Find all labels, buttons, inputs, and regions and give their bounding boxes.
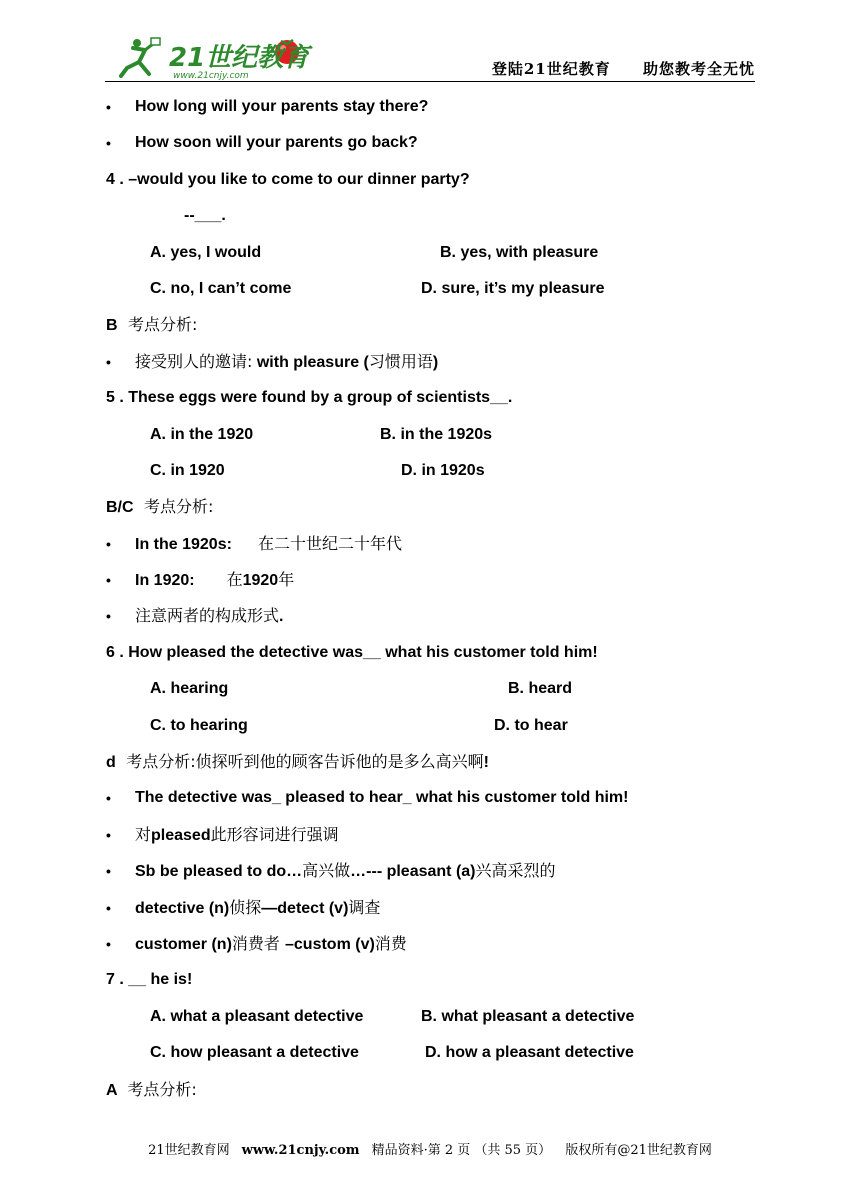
bullet: • xyxy=(106,353,111,370)
bullet: • xyxy=(106,99,111,115)
option-c: C. no, I can’t come xyxy=(150,279,292,297)
option-b: B. what pleasant a detective xyxy=(421,1007,635,1025)
list-item: • detective (n)侦探—detect (v)调查 xyxy=(106,892,766,928)
footer-site-name: 21世纪教育网 xyxy=(148,1143,230,1158)
question-7-options-cd xyxy=(106,1037,766,1073)
option-b: B. in the 1920s xyxy=(380,425,493,443)
option-c: C. in 1920 xyxy=(150,461,225,479)
bullet: • xyxy=(106,935,111,952)
header-divider xyxy=(105,81,755,82)
list-item: • How soon will your parents go back? xyxy=(106,127,766,163)
list-item: • 注意两者的构成形式. xyxy=(106,600,766,636)
option-d: D. how a pleasant detective xyxy=(425,1044,634,1062)
footer-url: www.21cnjy.com xyxy=(241,1143,360,1158)
runner-icon xyxy=(121,38,160,76)
list-item: • Sb be pleased to do…高兴做…--- pleasant (a)兴高采烈的 xyxy=(106,855,766,891)
option-d: D. sure, it’s my pleasure xyxy=(421,279,605,297)
page-header xyxy=(105,28,755,82)
option-a: A. hearing xyxy=(150,680,229,698)
logo-21cnjy xyxy=(115,34,315,80)
option-c: C. how pleasant a detective xyxy=(150,1044,359,1062)
option-a: A. in the 1920 xyxy=(150,425,254,443)
bullet: • xyxy=(106,135,111,152)
question-5: 5 . These eggs were found by a group of scientists__. xyxy=(106,389,513,407)
list-item: • customer (n)消费者 –custom (v)消费 xyxy=(106,928,766,964)
question-6-options-ab xyxy=(106,673,766,709)
bullet: • xyxy=(106,535,111,552)
bullet: • xyxy=(106,863,111,880)
question-7-options-ab xyxy=(106,1001,766,1037)
bullet: • xyxy=(106,899,111,916)
question-6: 6 . How pleased the detective was__ what his customer told him! xyxy=(106,643,598,661)
footer-copyright: 版权所有@21世纪教育网 xyxy=(565,1143,712,1158)
option-a: A. yes, I would xyxy=(150,243,262,261)
slogan-help: 助您教考全无忧 xyxy=(642,60,755,78)
option-d: D. to hear xyxy=(494,716,568,734)
document-body xyxy=(106,91,766,1110)
bullet: • xyxy=(106,608,111,625)
question-5-options-ab xyxy=(106,419,766,455)
bullet: • xyxy=(106,826,111,843)
bullet: • xyxy=(106,572,111,589)
list-item: • The detective was_ pleased to hear_ what his customer told him! xyxy=(106,782,766,818)
question-4-blank: --___. xyxy=(184,207,226,225)
question-4-options-ab xyxy=(106,237,766,273)
list-item: • 接受别人的邀请: with pleasure (习惯用语) xyxy=(106,346,766,382)
option-d: D. in 1920s xyxy=(401,461,485,479)
option-b: B. heard xyxy=(508,680,573,698)
list-item: • In 1920: 在1920年 xyxy=(106,564,766,600)
answer-4: B 考点分析: xyxy=(106,315,198,335)
list-item: • How long will your parents stay there? xyxy=(106,91,766,127)
question-4-options-cd xyxy=(106,273,766,309)
page-footer xyxy=(0,1139,860,1158)
answer-5: B/C 考点分析: xyxy=(106,497,214,517)
option-b: B. yes, with pleasure xyxy=(440,243,599,261)
option-a: A. what a pleasant detective xyxy=(150,1007,364,1025)
slogan-login: 登陆21世纪教育 xyxy=(491,60,611,78)
svg-text:www.21cnjy.com: www.21cnjy.com xyxy=(173,71,249,80)
question-6-options-cd xyxy=(106,710,766,746)
bullet: • xyxy=(106,790,111,807)
option-c: C. to hearing xyxy=(150,716,248,734)
answer-6: d 考点分析:侦探听到他的顾客告诉他的是多么高兴啊! xyxy=(106,752,489,772)
header-slogan xyxy=(492,58,755,79)
list-item: • 对pleased此形容词进行强调 xyxy=(106,819,766,855)
list-item: • In the 1920s: 在二十世纪二十年代 xyxy=(106,528,766,564)
svg-text:21世纪教育: 21世纪教育 xyxy=(169,43,310,73)
question-5-options-cd xyxy=(106,455,766,491)
answer-7: A 考点分析: xyxy=(106,1079,197,1099)
footer-page-info: 精品资料·第 2 页 （共 55 页） xyxy=(371,1143,552,1158)
question-7: 7 . __ he is! xyxy=(106,971,193,989)
question-4: 4 . –would you like to come to our dinner party? xyxy=(106,170,470,188)
